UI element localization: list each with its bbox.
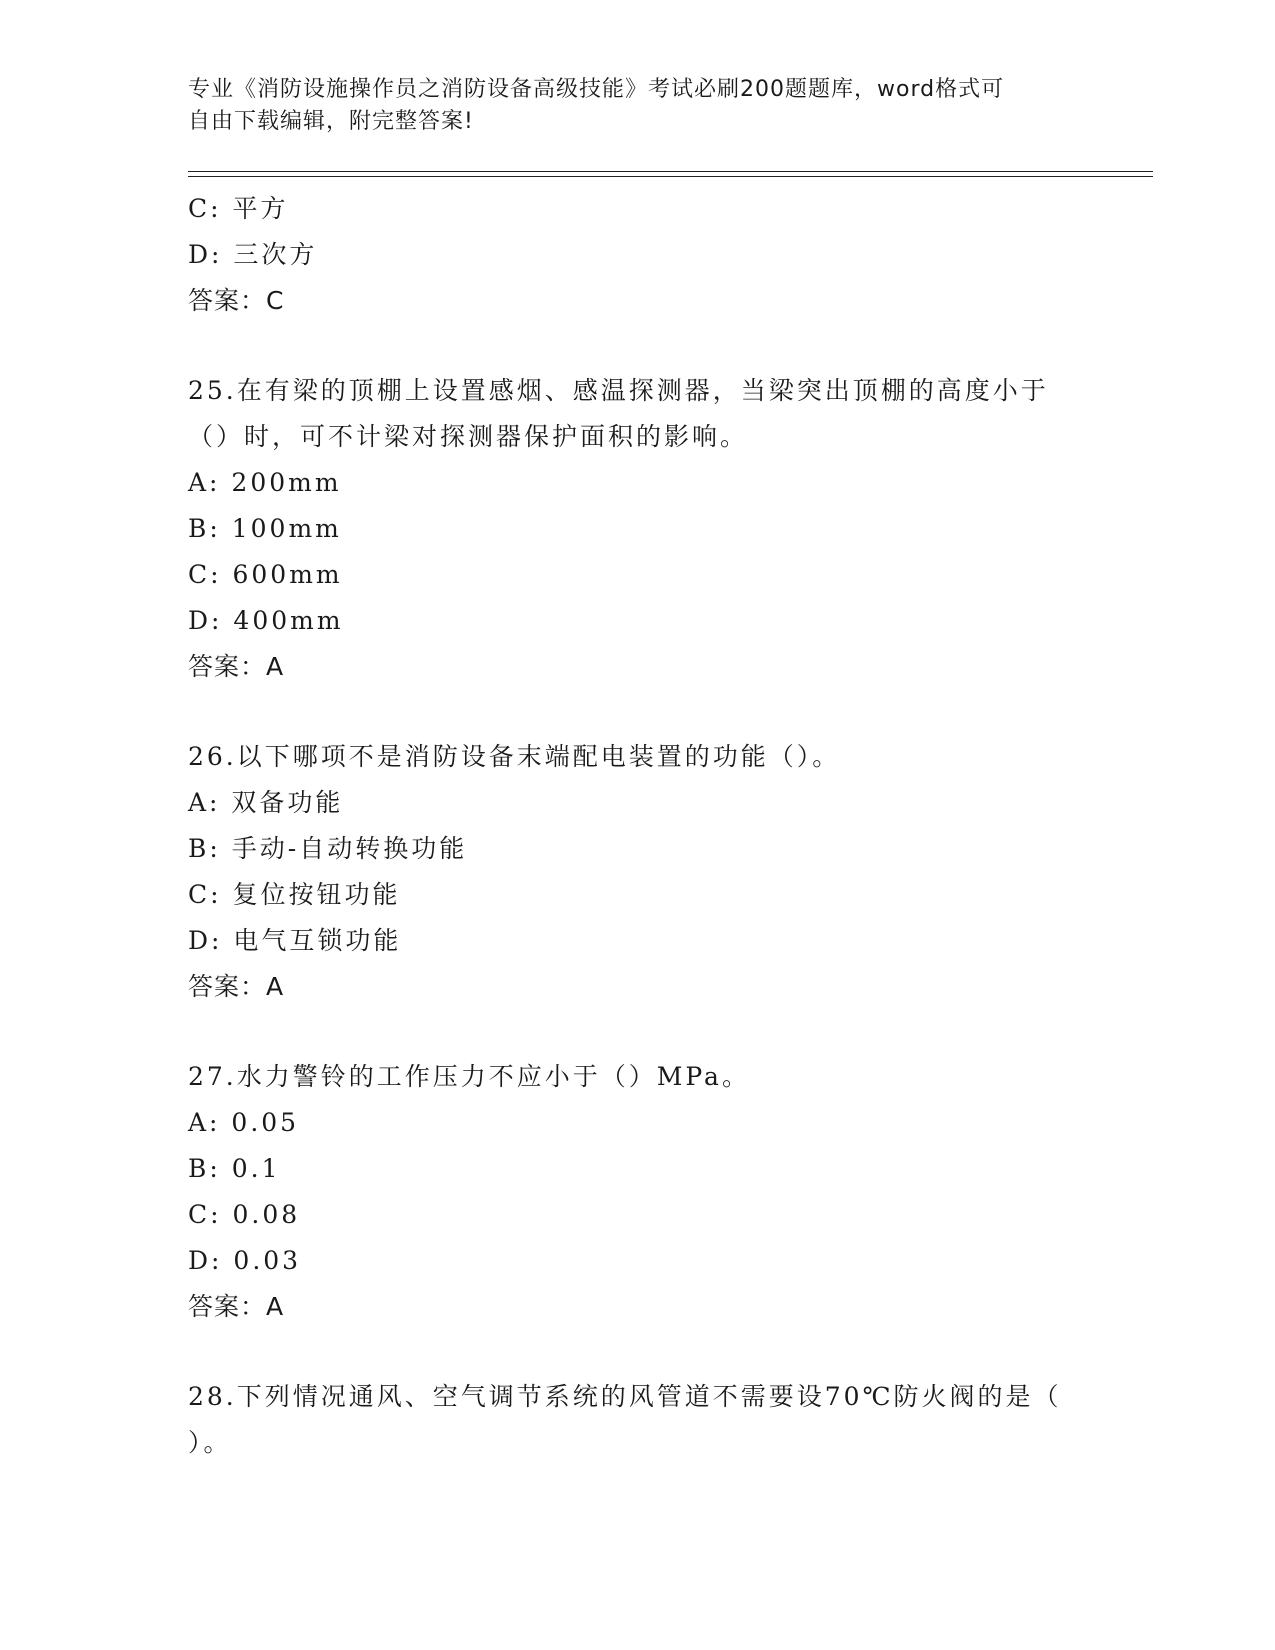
spacer [188,1010,1088,1054]
question-stem: 28.下列情况通风、空气调节系统的风管道不需要设70℃防火阀的是（ [188,1382,1062,1411]
question-stem: 27.水力警铃的工作压力不应小于（）MPa。 [188,1062,750,1091]
option-d: D: 三次方 [188,240,318,269]
option-b: B: 100mm [188,514,342,543]
option-d: D: 电气互锁功能 [188,926,402,955]
question-content [188,186,1088,1466]
answer: 答案：A [188,1292,285,1321]
spacer [188,1330,1088,1374]
header-line-1: 专业《消防设施操作员之消防设备高级技能》考试必刷200题题库，word格式可 [188,77,1005,102]
answer: 答案：C [188,286,285,315]
option-a: A: 0.05 [188,1108,300,1137]
question-28 [188,1374,1088,1466]
option-c: C: 复位按钮功能 [188,880,401,909]
option-c: C: 600mm [188,560,343,589]
option-c: C: 平方 [188,194,289,223]
option-d: D: 0.03 [188,1246,302,1275]
header-divider-bottom [188,176,1153,177]
spacer [188,690,1088,734]
question-prev [188,186,1088,324]
spacer [188,324,1088,368]
option-b: B: 0.1 [188,1154,281,1183]
question-25 [188,368,1088,690]
option-c: C: 0.08 [188,1200,301,1229]
question-stem-continued: ）。 [188,1428,232,1457]
option-d: D: 400mm [188,606,344,635]
option-a: A: 双备功能 [188,788,344,817]
question-stem: 26.以下哪项不是消防设备末端配电装置的功能（）。 [188,742,841,771]
document-header [188,74,1068,138]
question-stem-continued: （）时，可不计梁对探测器保护面积的影响。 [188,422,749,451]
answer: 答案：A [188,972,285,1001]
question-stem: 25.在有梁的顶棚上设置感烟、感温探测器，当梁突出顶棚的高度小于 [188,376,1049,405]
question-26 [188,734,1088,1010]
header-line-2: 自由下载编辑，附完整答案! [188,109,474,134]
question-27 [188,1054,1088,1330]
option-a: A: 200mm [188,468,342,497]
answer: 答案：A [188,652,285,681]
option-b: B: 手动-自动转换功能 [188,834,468,863]
header-divider-top [188,171,1153,172]
